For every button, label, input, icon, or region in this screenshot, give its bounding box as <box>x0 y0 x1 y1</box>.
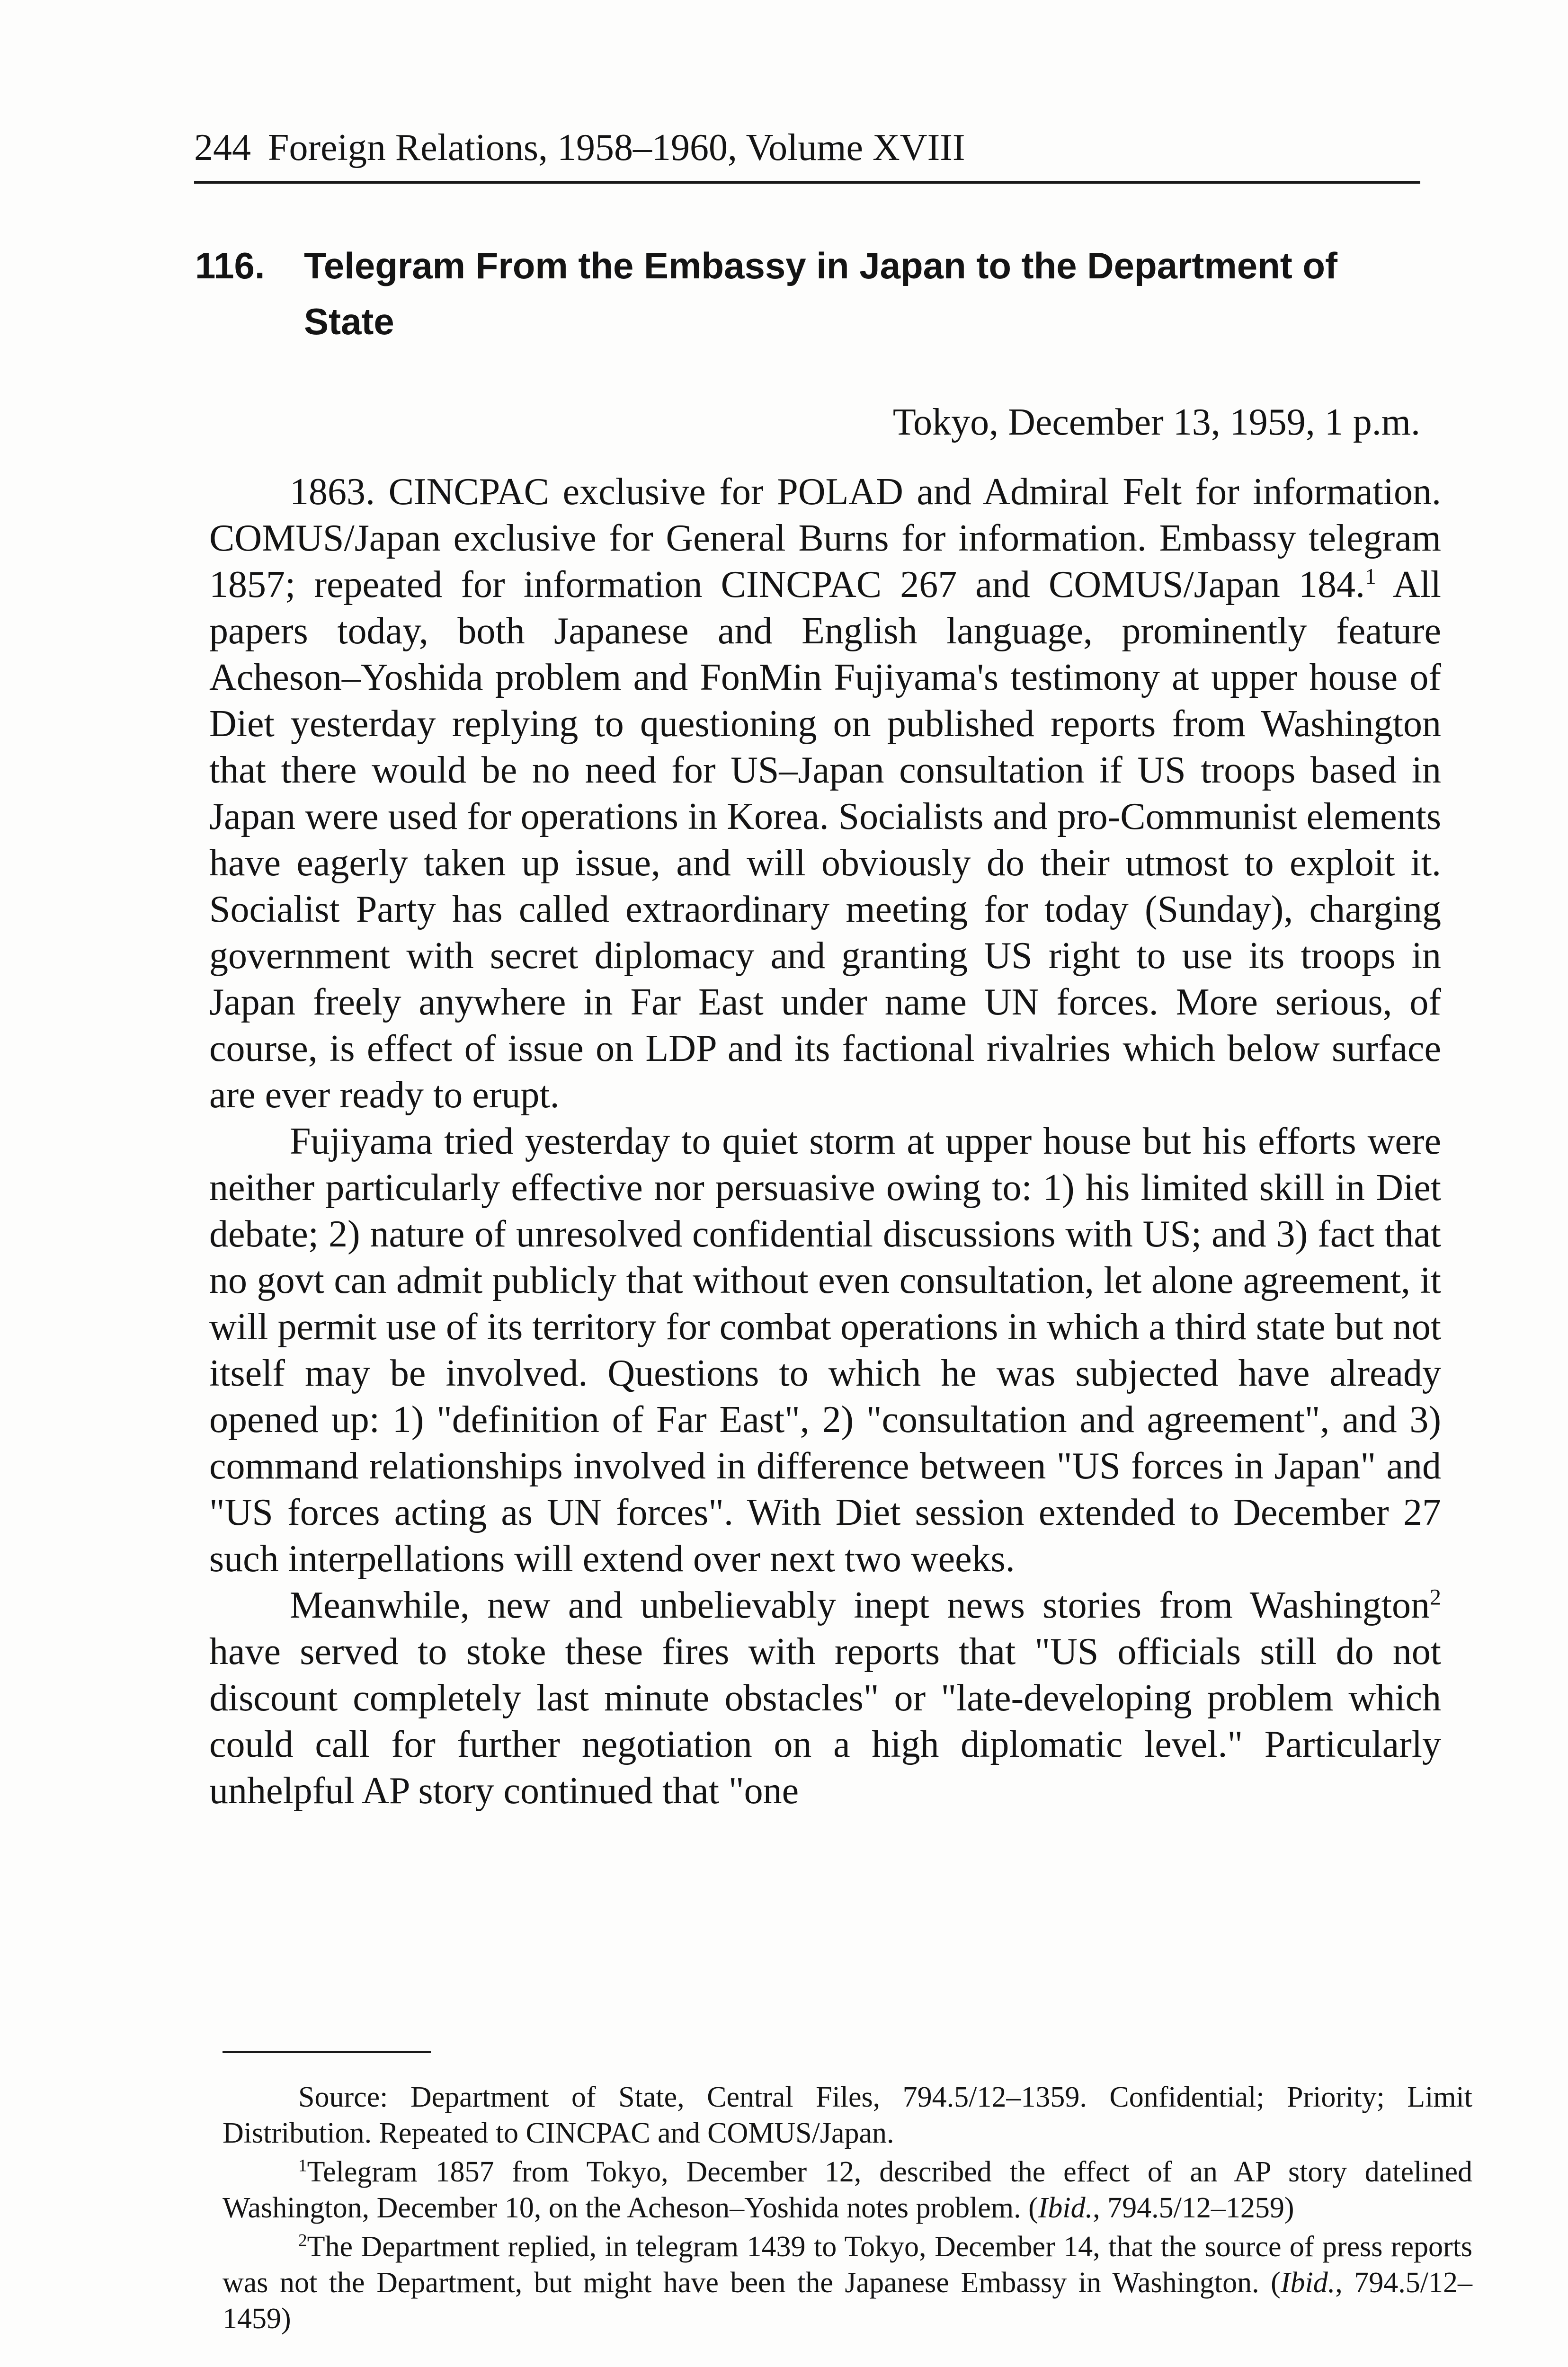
footnote-reference: 2 <box>1430 1584 1441 1610</box>
body-paragraph <box>209 1582 1441 1814</box>
ibid-citation: Ibid. <box>1280 2267 1336 2299</box>
footnote-reference: 1 <box>1365 564 1377 589</box>
page-number: 244 <box>194 127 251 169</box>
file-citation: , 794.5/12–1259) <box>1093 2192 1294 2224</box>
footnote-text: The Department replied, in telegram 1439 to Tokyo, December 14, that the source of press reports was not the Department, but might have been the Japanese Embassy in Washington. ( <box>223 2231 1472 2299</box>
document-heading <box>195 238 1407 349</box>
document-number: 116. <box>195 245 265 286</box>
ibid-citation: Ibid. <box>1038 2192 1093 2224</box>
volume-title: Foreign Relations, 1958–1960, Volume XVIII <box>268 127 965 169</box>
footnote-rule <box>223 2051 431 2053</box>
footnotes <box>223 2079 1472 2340</box>
paragraph-text: All papers today, both Japanese and English language, prominently feature Acheson–Yoshida problem and FonMin Fujiyama's testimony at upper house of Diet yesterday replying to questioning on published reports from Washington that there would be no need for US–Japan consultation if US troops based in Japan were used for operations in Korea. Socialists and pro-Communist elements have eagerly taken up issue, and will obviously do their utmost to exploit it. Socialist Party has called extraordinary meeting for today (Sunday), charging government with secret diplomacy and granting US right to use its troops in Japan freely anywhere in Far East under name UN forces. More serious, of course, is effect of issue on LDP and its factional rivalries which below surface are ever ready to erupt. <box>209 564 1441 1116</box>
paragraph-text: 1863. CINCPAC exclusive for POLAD and Admiral Felt for information. COMUS/Japan exclusive for General Burns for information. Embassy telegram 1857; repeated for information CINCPAC 267 and COMUS/Japan 184. <box>209 471 1441 605</box>
paragraph-text: Meanwhile, new and unbelievably inept news stories from Washington <box>290 1584 1430 1626</box>
telegram-body <box>209 469 1441 1814</box>
footnote-text: Telegram 1857 from Tokyo, December 12, described the effect of an AP story datelined Washington, December 10, on the Acheson–Yoshida notes problem. ( <box>223 2156 1472 2224</box>
footnote-marker: 2 <box>298 2231 307 2251</box>
footnote-marker: 1 <box>298 2156 307 2176</box>
header-rule <box>194 181 1420 184</box>
dateline: Tokyo, December 13, 1959, 1 p.m. <box>892 401 1420 443</box>
document-title: Telegram From the Embassy in Japan to the Department of State <box>304 245 1338 342</box>
body-paragraph: Fujiyama tried yesterday to quiet storm at upper house but his efforts were neither particularly effective nor persuasive owing to: 1) his limited skill in Diet debate; 2) nature of unresolved confidential discussions with US; and 3) fact that no govt can admit publicly that without even consultation, let alone agreement, it will permit use of its territory for combat operations in which a third state but not itself may be involved. Questions to which he was subjected have already opened up: 1) "definition of Far East", 2) "consultation and agreement", and 3) command relationships involved in difference between "US forces in Japan" and "US forces acting as UN forces". With Diet session extended to December 27 such interpellations will extend over next two weeks. <box>209 1121 1441 1580</box>
file-citation: , 794.5/12–1459) <box>223 2267 1473 2335</box>
paragraph-text: have served to stoke these fires with reports that "US officials still do not discount completely last minute obstacles" or "late-developing problem which could call for further negotiation on a high diplomatic level." Particularly unhelpful AP story continued that "one <box>209 1631 1441 1812</box>
body-paragraph <box>209 469 1441 1118</box>
footnote-1 <box>223 2154 1472 2226</box>
running-header <box>194 124 1420 171</box>
footnote-2 <box>223 2229 1472 2337</box>
source-note: Source: Department of State, Central Files, 794.5/12–1359. Confidential; Priority; Limit Distribution. Repeated to CINCPAC and COMUS/Japan. <box>223 2081 1472 2149</box>
